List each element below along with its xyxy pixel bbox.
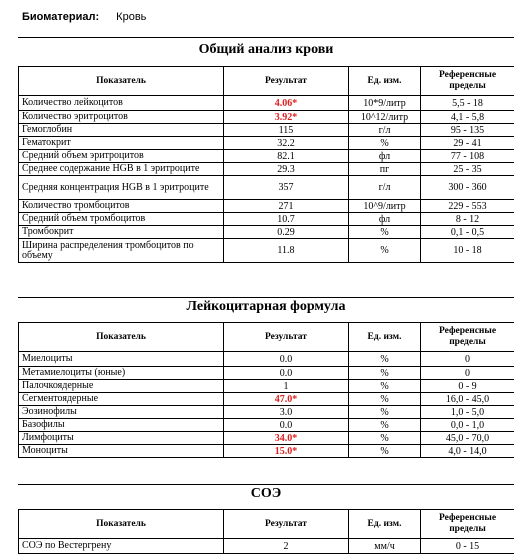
- row-ref-cell: 229 - 553: [421, 200, 514, 213]
- table-row: [19, 539, 514, 554]
- row-result-cell: 47.0*: [224, 393, 349, 406]
- biomaterial-value: Кровь: [116, 11, 147, 23]
- row-unit-cell: фл: [349, 213, 421, 226]
- table-row: [19, 124, 514, 137]
- row-name-cell: Средний объем тромбоцитов: [19, 213, 224, 226]
- table-row: [19, 445, 514, 458]
- row-ref-cell: 95 - 135: [421, 124, 514, 137]
- row-unit-cell: %: [349, 367, 421, 380]
- row-result-cell: 115: [224, 124, 349, 137]
- row-ref-cell: 0: [421, 367, 514, 380]
- row-unit-cell: %: [349, 352, 421, 367]
- row-name-cell: Количество тромбоцитов: [19, 200, 224, 213]
- table-row: [19, 352, 514, 367]
- table-row: [19, 213, 514, 226]
- row-unit-cell: %: [349, 226, 421, 239]
- row-result-cell: 11.8: [224, 239, 349, 263]
- row-ref-cell: 0 - 9: [421, 380, 514, 393]
- header-name: Показатель: [19, 323, 224, 352]
- row-result-cell: 82.1: [224, 150, 349, 163]
- row-name-cell: СОЭ по Вестергрену: [19, 539, 224, 554]
- row-name-cell: Метамиелоциты (юные): [19, 367, 224, 380]
- section-title-cbc: Общий анализ крови: [198, 42, 334, 57]
- row-unit-cell: пг: [349, 163, 421, 176]
- row-name-cell: Базофилы: [19, 419, 224, 432]
- row-ref-cell: 4,0 - 14,0: [421, 445, 514, 458]
- row-unit-cell: г/л: [349, 124, 421, 137]
- row-name-cell: Средний объем эритроцитов: [19, 150, 224, 163]
- row-ref-cell: 10 - 18: [421, 239, 514, 263]
- section-divider: [18, 37, 514, 38]
- row-name-cell: Ширина распределения тромбоцитов по объему: [19, 239, 224, 263]
- row-unit-cell: %: [349, 419, 421, 432]
- row-unit-cell: 10^9/литр: [349, 200, 421, 213]
- row-result-cell: 0.29: [224, 226, 349, 239]
- row-result-cell: 0.0: [224, 367, 349, 380]
- row-ref-cell: 0 - 15: [421, 539, 514, 554]
- row-result-cell: 357: [224, 176, 349, 200]
- row-ref-cell: 1,0 - 5,0: [421, 406, 514, 419]
- table-row: [19, 96, 514, 111]
- header-unit: Ед. изм.: [349, 323, 421, 352]
- row-ref-cell: 77 - 108: [421, 150, 514, 163]
- row-result-cell: 271: [224, 200, 349, 213]
- table-row: [19, 200, 514, 213]
- row-name-cell: Среднее содержание HGB в 1 эритроците: [19, 163, 224, 176]
- table-row: [19, 406, 514, 419]
- row-ref-cell: 45,0 - 70,0: [421, 432, 514, 445]
- row-unit-cell: мм/ч: [349, 539, 421, 554]
- esr-table: [18, 509, 514, 554]
- section-divider: [18, 484, 514, 485]
- header-ref: Референсные пределы: [421, 323, 514, 352]
- row-unit-cell: 10^12/литр: [349, 111, 421, 124]
- row-name-cell: Средняя концентрация HGB в 1 эритроците: [19, 176, 224, 200]
- row-unit-cell: %: [349, 393, 421, 406]
- row-result-cell: 29.3: [224, 163, 349, 176]
- table-row: [19, 150, 514, 163]
- row-unit-cell: г/л: [349, 176, 421, 200]
- row-ref-cell: 25 - 35: [421, 163, 514, 176]
- cbc-table: [18, 66, 514, 263]
- table-row: [19, 367, 514, 380]
- table-row: [19, 239, 514, 263]
- row-result-cell: 15.0*: [224, 445, 349, 458]
- section-title-leukoformula: Лейкоцитарная формула: [186, 299, 346, 314]
- table-row: [19, 393, 514, 406]
- row-unit-cell: 10*9/литр: [349, 96, 421, 111]
- row-ref-cell: 4,1 - 5,8: [421, 111, 514, 124]
- table-row: [19, 432, 514, 445]
- row-ref-cell: 0: [421, 352, 514, 367]
- row-name-cell: Моноциты: [19, 445, 224, 458]
- table-row: [19, 419, 514, 432]
- table-row: [19, 380, 514, 393]
- header-name: Показатель: [19, 510, 224, 539]
- header-result: Результат: [224, 323, 349, 352]
- header-ref: Референсные пределы: [421, 510, 514, 539]
- row-result-cell: 4.06*: [224, 96, 349, 111]
- row-ref-cell: 8 - 12: [421, 213, 514, 226]
- row-name-cell: Тромбокрит: [19, 226, 224, 239]
- row-unit-cell: %: [349, 380, 421, 393]
- table-header-row: [19, 510, 514, 539]
- table-row: [19, 163, 514, 176]
- row-name-cell: Эозинофилы: [19, 406, 224, 419]
- row-name-cell: Гемоглобин: [19, 124, 224, 137]
- row-ref-cell: 16,0 - 45,0: [421, 393, 514, 406]
- row-unit-cell: %: [349, 445, 421, 458]
- table-row: [19, 226, 514, 239]
- row-ref-cell: 5,5 - 18: [421, 96, 514, 111]
- header-unit: Ед. изм.: [349, 67, 421, 96]
- section-divider: [18, 297, 514, 298]
- row-name-cell: Палочкоядерные: [19, 380, 224, 393]
- header-unit: Ед. изм.: [349, 510, 421, 539]
- table-row: [19, 176, 514, 200]
- table-row: [19, 111, 514, 124]
- row-result-cell: 34.0*: [224, 432, 349, 445]
- row-unit-cell: фл: [349, 150, 421, 163]
- row-ref-cell: 0,1 - 0,5: [421, 226, 514, 239]
- row-result-cell: 32.2: [224, 137, 349, 150]
- row-name-cell: Миелоциты: [19, 352, 224, 367]
- header-ref: Референсные пределы: [421, 67, 514, 96]
- row-result-cell: 0.0: [224, 419, 349, 432]
- row-unit-cell: %: [349, 239, 421, 263]
- row-result-cell: 10.7: [224, 213, 349, 226]
- leukoformula-table: [18, 322, 514, 458]
- row-result-cell: 3.0: [224, 406, 349, 419]
- table-header-row: [19, 67, 514, 96]
- row-ref-cell: 300 - 360: [421, 176, 514, 200]
- section-title-esr: СОЭ: [250, 486, 282, 501]
- table-header-row: [19, 323, 514, 352]
- row-name-cell: Гематокрит: [19, 137, 224, 150]
- row-name-cell: Сегментоядерные: [19, 393, 224, 406]
- biomaterial-label: Биоматериал:: [22, 11, 100, 23]
- row-unit-cell: %: [349, 406, 421, 419]
- header-result: Результат: [224, 67, 349, 96]
- row-unit-cell: %: [349, 432, 421, 445]
- row-name-cell: Количество лейкоцитов: [19, 96, 224, 111]
- biomaterial-line: [22, 11, 146, 23]
- row-ref-cell: 0,0 - 1,0: [421, 419, 514, 432]
- header-result: Результат: [224, 510, 349, 539]
- row-name-cell: Количество эритроцитов: [19, 111, 224, 124]
- row-ref-cell: 29 - 41: [421, 137, 514, 150]
- row-unit-cell: %: [349, 137, 421, 150]
- row-result-cell: 2: [224, 539, 349, 554]
- row-result-cell: 0.0: [224, 352, 349, 367]
- header-name: Показатель: [19, 67, 224, 96]
- row-result-cell: 1: [224, 380, 349, 393]
- row-name-cell: Лимфоциты: [19, 432, 224, 445]
- row-result-cell: 3.92*: [224, 111, 349, 124]
- table-row: [19, 137, 514, 150]
